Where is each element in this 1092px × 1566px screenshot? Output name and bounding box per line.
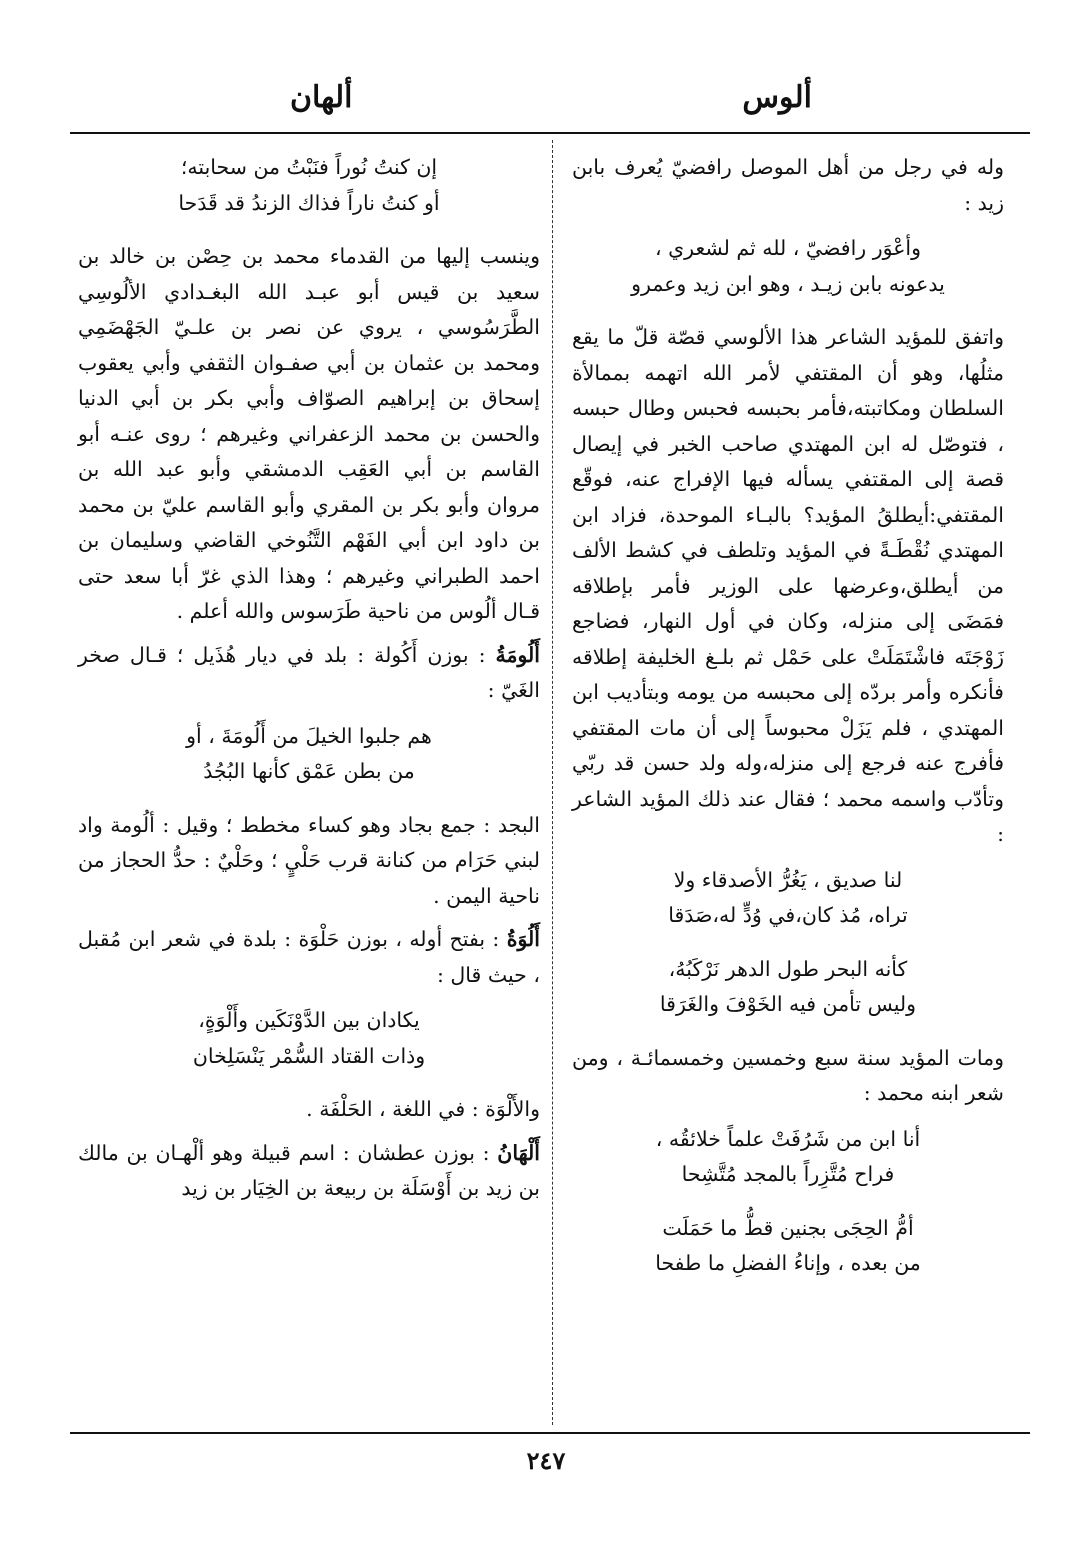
entry-alwa [78, 922, 540, 993]
verse-line: وذات القتاد السُّمْر يَنْسَلِخان [192, 1043, 426, 1068]
verse-block [572, 1211, 1004, 1282]
running-header-left: ألهان [290, 80, 353, 115]
verse-line: من بطن عَمْق كأنها البُجُدُ [203, 759, 415, 783]
verse-block [78, 150, 540, 221]
verse-line: أمُّ الحِجَى بجنين قطُّ ما حَمَلَت [662, 1215, 914, 1240]
entry-term: أَلُومَةُ [495, 642, 540, 667]
entry-alooma [78, 638, 540, 709]
verse-block [572, 1122, 1004, 1193]
verse-line: لنا صديق ، يَغُرُّ الأصدقاء ولا [673, 867, 903, 892]
death-paragraph: ومات المؤيد سنة سبع وخمسين وخمسمائـة ، ومن شعر ابنه محمد : [572, 1045, 1004, 1105]
entry-text: : بوزن أَكُولة : بلد في ديار هُذَيل ؛ قـال صخر الغَيّ : [78, 642, 540, 702]
verse-block [572, 231, 1004, 302]
verse-line: يكادان بين الدَّوْنَكَين وأَلْوَةٍ، [198, 1008, 420, 1032]
entry-alhan [78, 1136, 540, 1207]
attribution-paragraph: وينسب إليها من القدماء محمد بن حِصْن بن خالد بن سعيد بن قيس أبو عبـد الله البغـدادي الألُوسِي الطَّرَسُوسي ، يروي عن نصر بن علـيّ الجَهْضَمِي ومحمد بن عثمان بن أبي صفـوان الثقفي وأبي يعقوب إسحاق بن إبراهيم الصوّاف وأبي بكر بن أبي الدنيا والحسن بن محمد الزعفراني وغيرهم ؛ روى عنـه أبو القاسم بن أبي العَقِب الدمشقي وأبو عبد الله بن مروان وأبو بكر بن المقري وأبو القاسم عليّ بن محمد بن داود ابن أبي الفَهْم التَّنُوخي القاضي وسليمان بن احمد الطبراني وغيرهم ؛ وهذا الذي غرّ أبا سعد حتى قـال ألُوس من ناحية طَرَسوس والله أعلم . [78, 244, 540, 623]
entry-term: أَلْهَانُ [497, 1140, 540, 1165]
running-header-right: ألوس [742, 80, 812, 115]
entry-text: : بوزن عطشان : اسم قبيلة وهو ألْهـان بن مالك بن زيد بن أَوْسَلَة بن ربيعة بن الخِيَار بن زيد [78, 1140, 540, 1200]
verse-line: أو كنتُ ناراً فذاك الزندُ قد قَدَحا [178, 190, 440, 215]
intro-paragraph: وله في رجل من أهل الموصل رافضيّ يُعرف بابن زيد : [572, 155, 1004, 215]
verse-block [572, 952, 1004, 1023]
verse-line: هم جلبوا الخيلَ من أَلُومَةَ ، أو [186, 723, 432, 748]
left-column [78, 150, 540, 1215]
definition-paragraph: البجد : جمع بجاد وهو كساء مخطط ؛ وقيل : ألُومة واد لبني حَرَام من كنانة قرب حَلْيٍ ؛ وحَلْيٌ : حدُّ الحجاز من ناحية اليمن . [78, 812, 540, 908]
verse-block [78, 719, 540, 790]
verse-line: كأنه البحر طول الدهر نَرْكَبُهُ، [668, 956, 908, 981]
verse-line: تراه، مُذ كان،في وُدٍّ له،صَدَقا [668, 903, 908, 927]
verse-line: يدعونه بابن زيـد ، وهو ابن زيد وعمرو [631, 271, 945, 296]
right-column [572, 150, 1004, 1300]
verse-line: من بعده ، وإناءُ الفضلِ ما طفحا [655, 1251, 921, 1275]
entry-term: أَلُوَةُ [506, 927, 540, 951]
page-number: ٢٤٧ [526, 1446, 566, 1475]
bottom-rule [70, 1432, 1030, 1434]
verse-line: إن كنتُ نُوراً فنَبْتُ من سحابته؛ [180, 155, 438, 179]
verse-line: أنا ابن من شَرُفَتْ علماً خلائقُه ، [655, 1126, 921, 1151]
entry-text: : بفتح أوله ، بوزن حَلْوَة : بلدة في شعر ابن مُقبل ، حيث قال : [78, 927, 540, 987]
story-paragraph: واتفق للمؤيد الشاعر هذا الألوسي قصّة قلّ ما يقع مثلُها، وهو أن المقتفي لأمر الله اتهمه بممالأة السلطان ومكاتبته،فأمر بحبسه فحبس وطال حبسه ، فتوصّل له ابن المهتدي صاحب الخبر في إيصال قصة إلى المقتفي يسأله فيها الإفراج عنه، فوقّع المقتفي:أيطلقُ المؤيد؟ بالبـاء الموحدة، فزاد ابن المهتدي نُقْطَـةً في المؤيد وتلطف في كشط الألف من أيطلق،وعرضها على الوزير فأمر بإطلاقه فمَضَى إلى منزله، وكان في أول النهار، فضاجع زَوْجَتَه فاشْتَمَلَتْ على حَمْل ثم بلـغ الخليفة إطلاقه فأنكره وأمر بردّه إلى محبسه من يومه وبتأديب ابن المهتدي ، فلم يَزَلْ محبوساً إلى أن مات المقتفي فأفرج عنه فرجع إلى منزله،وله ولد حسن قد ربّي وتأدّب واسمه محمد ؛ فقال عند ذلك المؤيد الشاعر : [572, 325, 1004, 846]
top-rule [70, 132, 1030, 134]
definition-paragraph: والأَلْوَة : في اللغة ، الحَلْفَة . [306, 1097, 540, 1121]
verse-block [78, 1003, 540, 1074]
verse-line: فراح مُتَّزِراً بالمجد مُتَّشِحا [681, 1162, 895, 1186]
verse-block [572, 863, 1004, 934]
verse-line: وأعْوَر رافضيّ ، لله ثم لشعري ، [654, 236, 922, 260]
verse-line: وليس تأمن فيه الخَوْفَ والغَرَقا [659, 992, 917, 1016]
column-divider [552, 140, 553, 1425]
